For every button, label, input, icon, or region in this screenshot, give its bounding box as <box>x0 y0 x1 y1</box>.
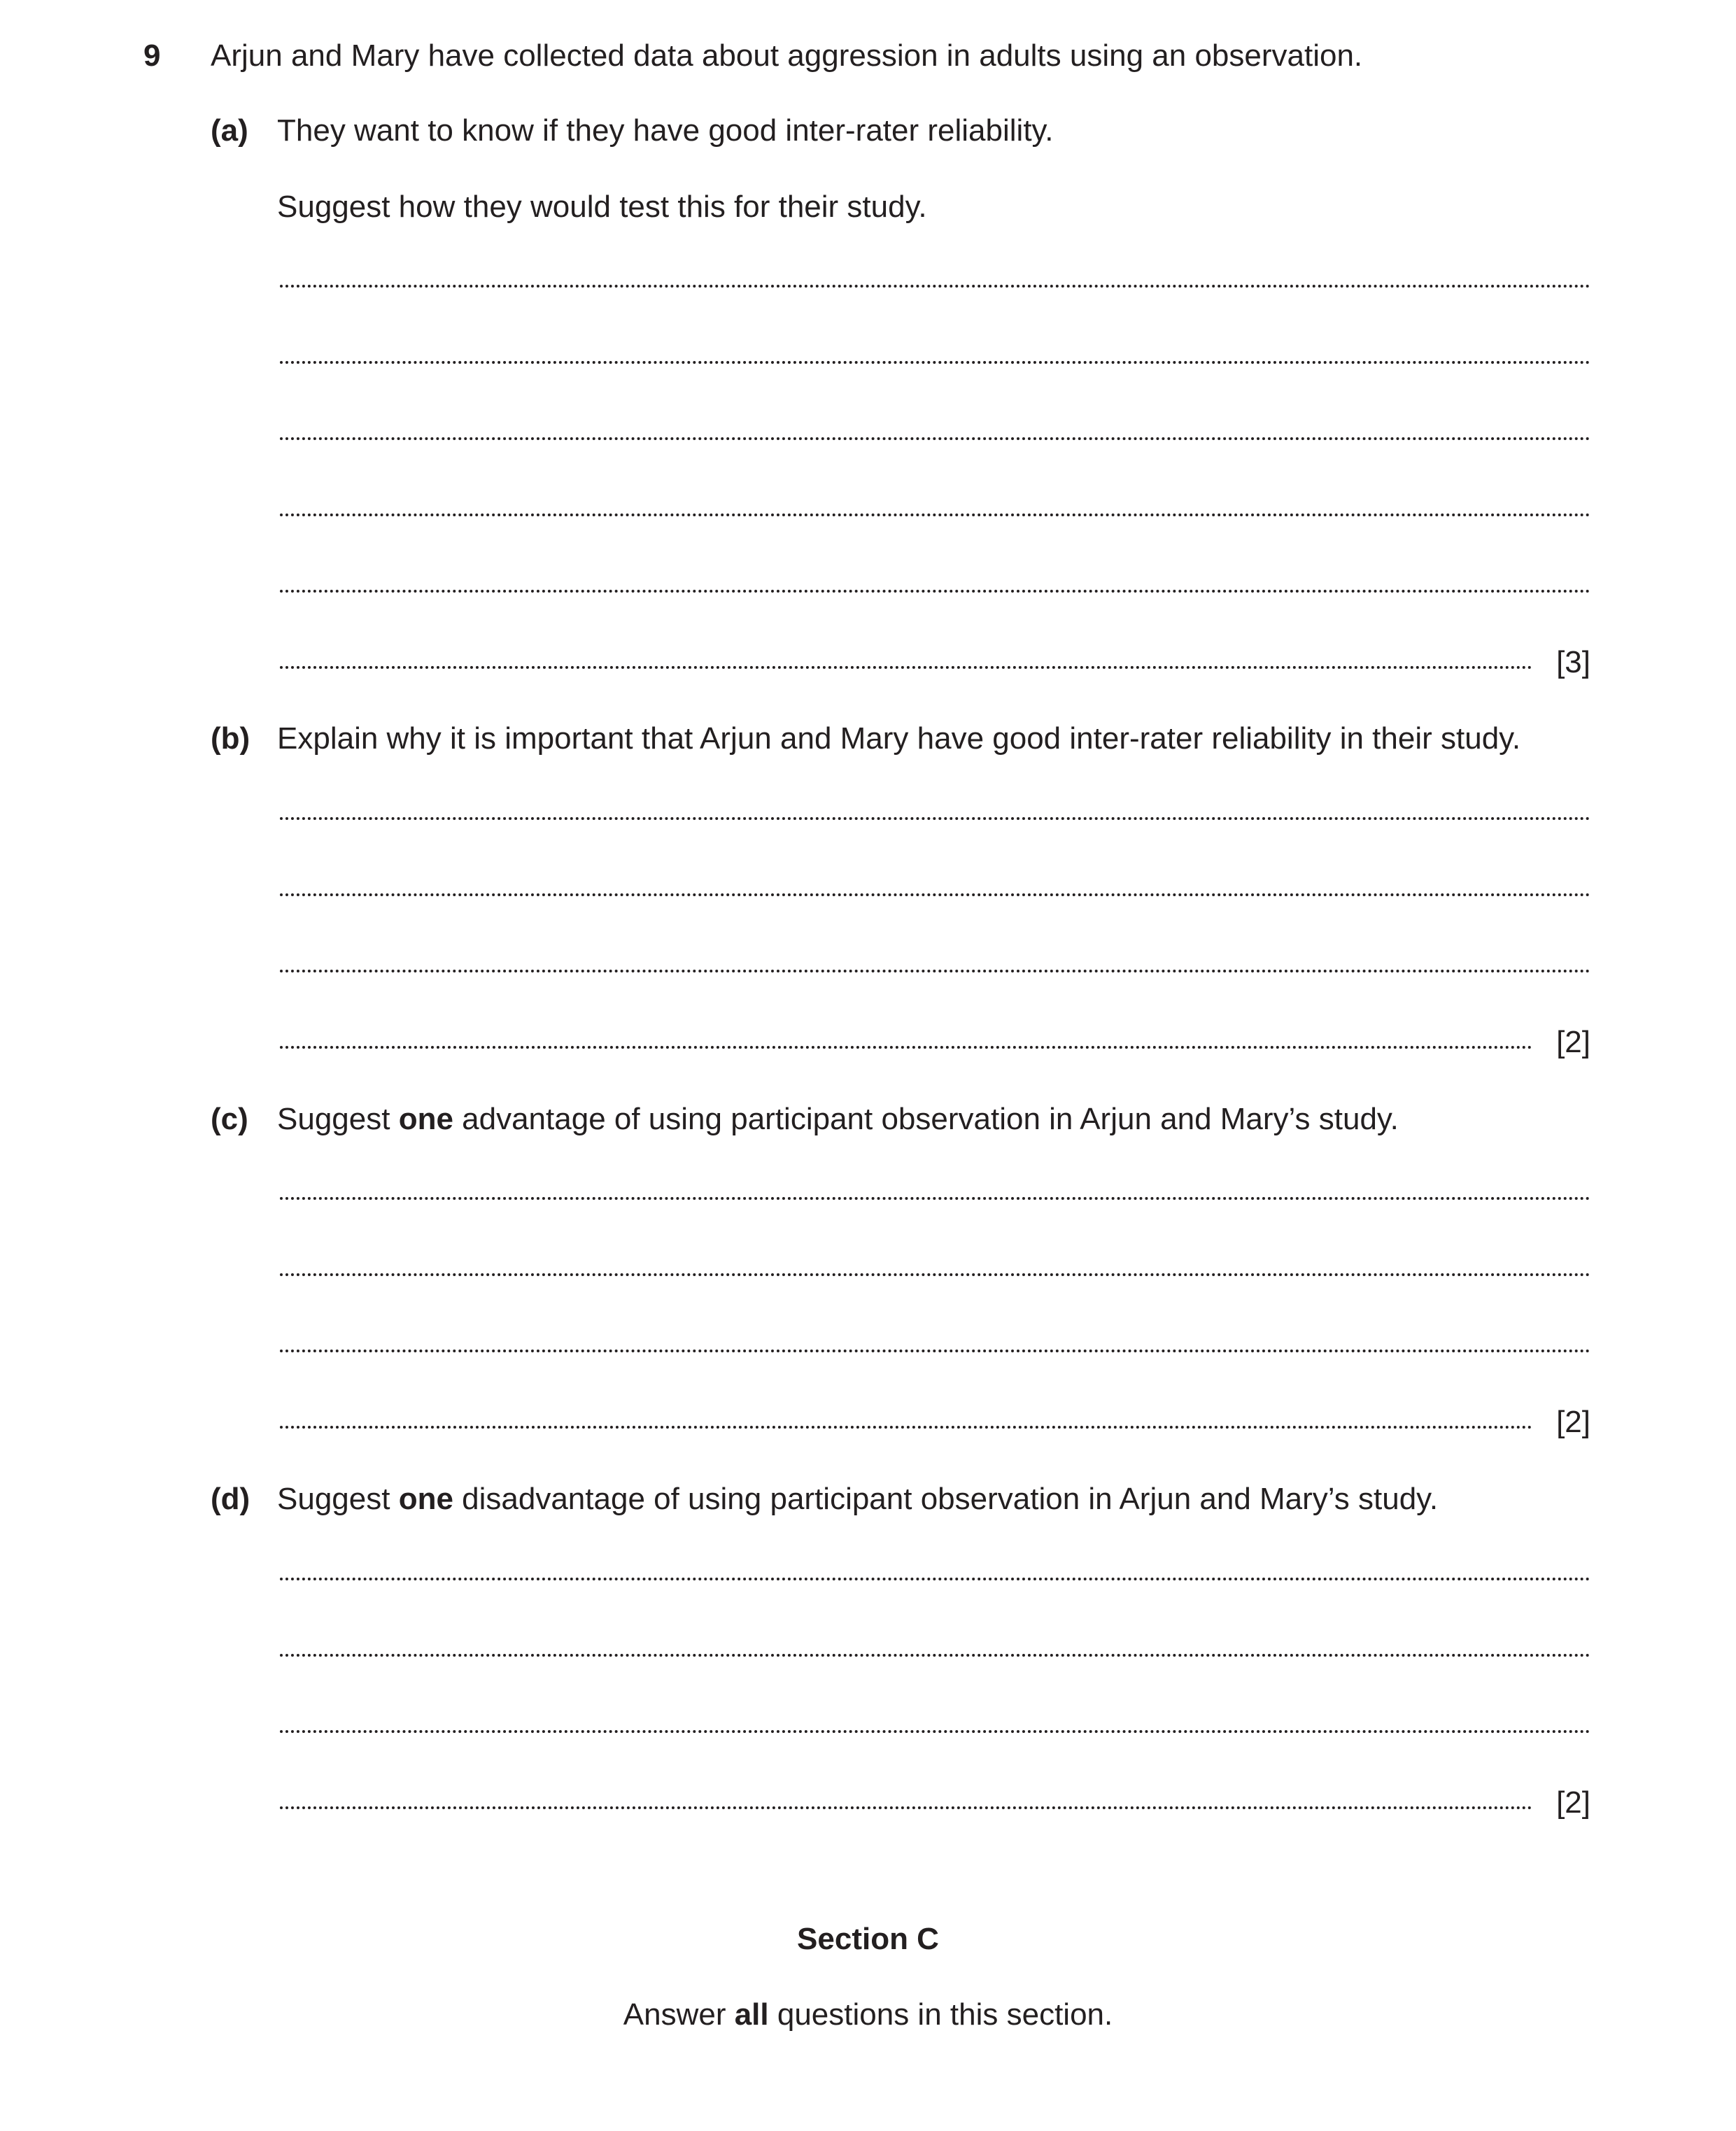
part-d-emphasis: one <box>398 1482 453 1516</box>
answer-line-b-4[interactable] <box>280 1046 1532 1049</box>
answer-line-d-4[interactable] <box>280 1806 1532 1809</box>
section-instruction-before: Answer <box>623 1997 735 2032</box>
section-instruction <box>0 1999 1736 2030</box>
part-c-emphasis: one <box>398 1102 453 1136</box>
part-c-label: (c) <box>211 1102 248 1136</box>
answer-line-c-1[interactable] <box>280 1197 1590 1200</box>
part-b-label: (b) <box>211 721 250 756</box>
part-c-text-after: advantage of using participant observation in Arjun and Mary’s study. <box>453 1102 1399 1136</box>
answer-line-c-3[interactable] <box>280 1350 1590 1352</box>
answer-line-b-3[interactable] <box>280 970 1590 972</box>
answer-line-a-1[interactable] <box>280 285 1590 288</box>
part-a-instruction: Suggest how they would test this for their study. <box>277 190 927 224</box>
section-instruction-emphasis: all <box>734 1997 769 2032</box>
part-d-text <box>277 1484 1438 1515</box>
question-number: 9 <box>143 38 161 73</box>
part-a-label: (a) <box>211 113 248 148</box>
section-title: Section C <box>797 1922 939 1956</box>
marks-c: [2] <box>1556 1405 1590 1439</box>
part-c-text-before: Suggest <box>277 1102 399 1136</box>
part-d-text-before: Suggest <box>277 1482 399 1516</box>
answer-line-a-4[interactable] <box>280 514 1590 516</box>
answer-line-a-6[interactable] <box>280 666 1532 669</box>
marks-d: [2] <box>1556 1785 1590 1820</box>
answer-line-c-4[interactable] <box>280 1426 1532 1429</box>
marks-a: [3] <box>1556 645 1590 679</box>
part-d-label: (d) <box>211 1482 250 1516</box>
marks-b: [2] <box>1556 1025 1590 1059</box>
part-b-text: Explain why it is important that Arjun and Mary have good inter-rater reliability in their study. <box>277 721 1521 756</box>
answer-line-c-2[interactable] <box>280 1273 1590 1276</box>
answer-line-a-3[interactable] <box>280 437 1590 440</box>
question-stem: Arjun and Mary have collected data about aggression in adults using an observation. <box>211 38 1363 73</box>
answer-line-d-1[interactable] <box>280 1578 1590 1580</box>
answer-line-b-2[interactable] <box>280 893 1590 896</box>
answer-line-d-3[interactable] <box>280 1730 1590 1733</box>
part-c-text <box>277 1104 1399 1135</box>
answer-line-a-5[interactable] <box>280 590 1590 593</box>
part-a-text: They want to know if they have good inter-rater reliability. <box>277 113 1054 148</box>
part-d-text-after: disadvantage of using participant observation in Arjun and Mary’s study. <box>453 1482 1439 1516</box>
answer-line-d-2[interactable] <box>280 1654 1590 1657</box>
answer-line-a-2[interactable] <box>280 361 1590 364</box>
section-instruction-after: questions in this section. <box>768 1997 1113 2032</box>
answer-line-b-1[interactable] <box>280 817 1590 820</box>
